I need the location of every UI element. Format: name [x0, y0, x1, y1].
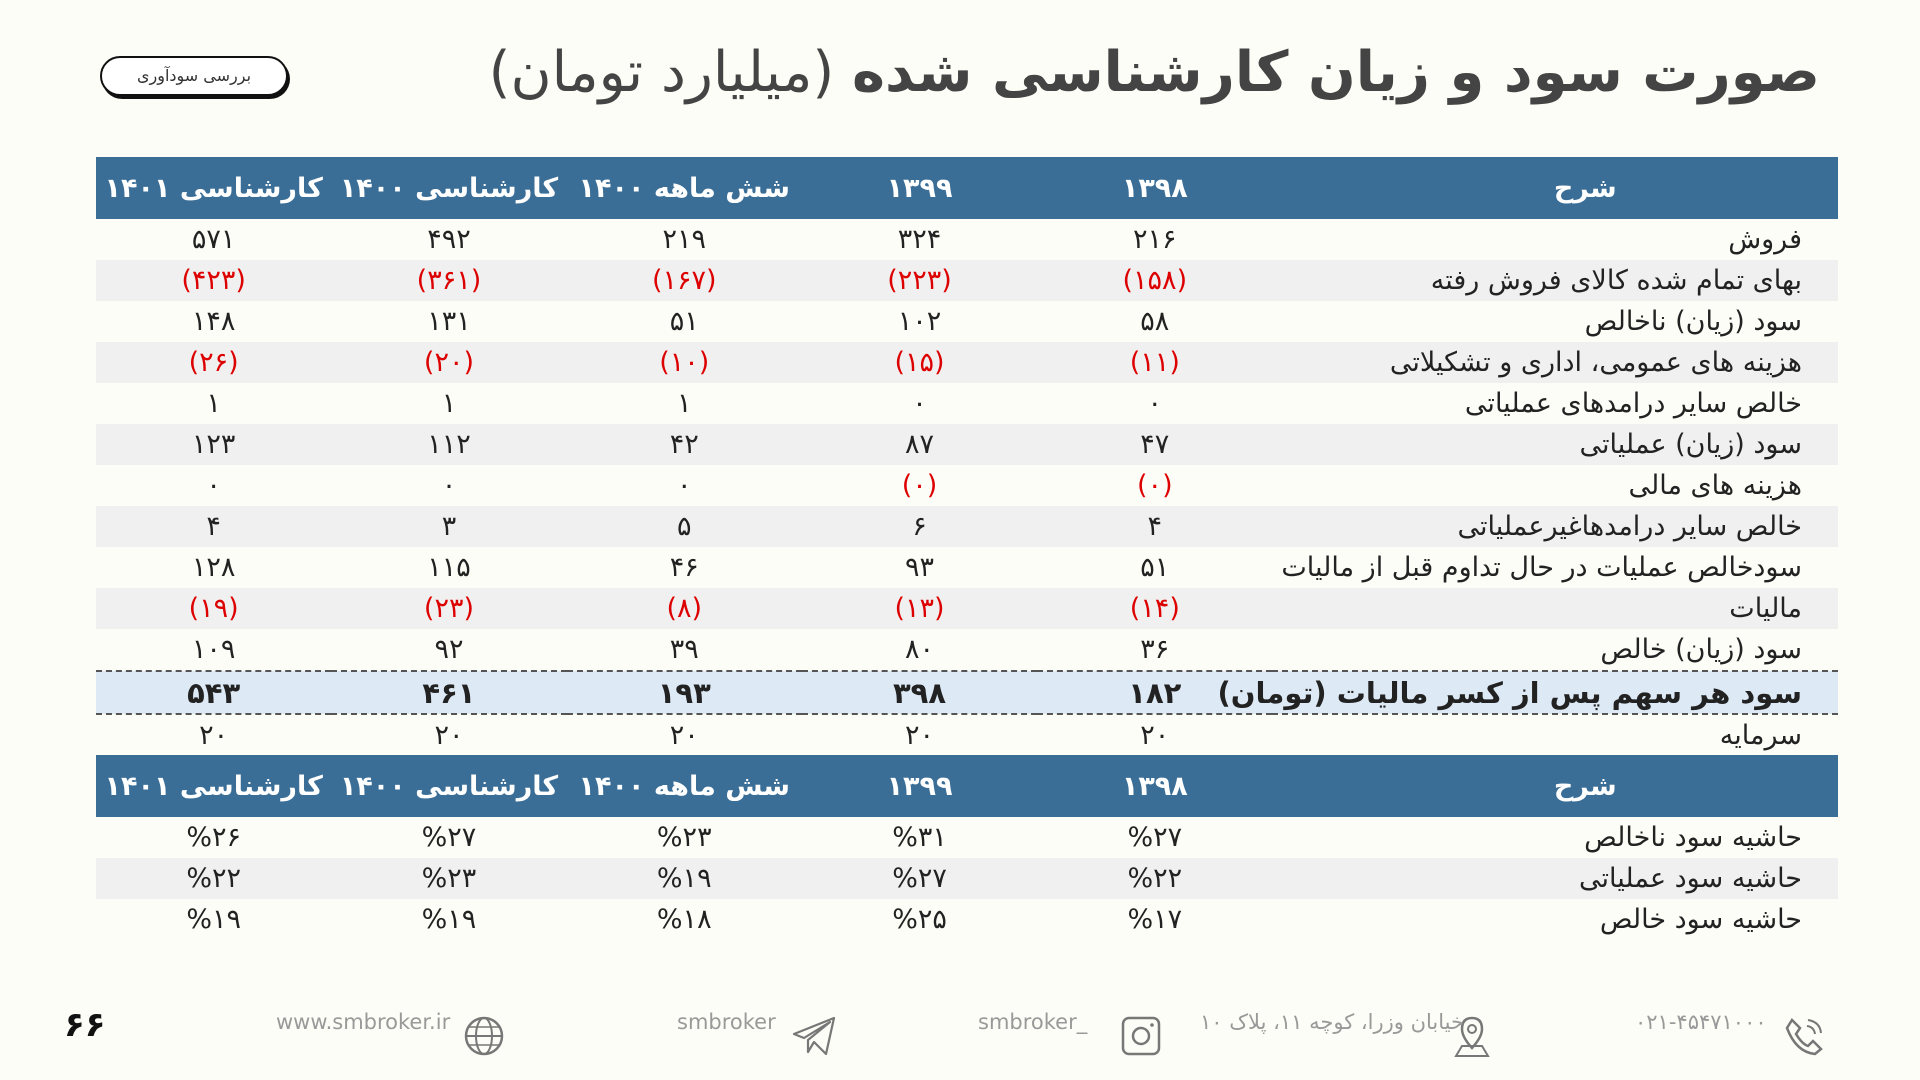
cell-value: (۸)	[567, 588, 802, 629]
cell-value: %۱۹	[567, 858, 802, 899]
table-row	[96, 465, 1838, 506]
instagram-icon	[1117, 1012, 1165, 1060]
cell-value: ۴۹۲	[427, 224, 471, 255]
cell-value: ۲۰	[1140, 720, 1170, 751]
cell-value: ۶	[802, 506, 1037, 547]
cell-value: (۰)	[1137, 470, 1173, 501]
column-header: کارشناسی ۱۴۰۰	[331, 755, 566, 817]
cell-value: (۱۰)	[567, 342, 802, 383]
cell-value: %۲۷	[421, 822, 477, 853]
column-header: کارشناسی ۱۴۰۱	[96, 157, 331, 219]
address-text: خیابان وزرا، کوچه ۱۱، پلاک ۱۰	[1200, 1010, 1464, 1034]
title-unit: (میلیارد تومان)	[488, 40, 852, 105]
table-row	[96, 506, 1838, 547]
row-label: هزینه های عمومی، اداری و تشکیلاتی	[1272, 342, 1838, 383]
cell-value: (۱۵۸)	[1037, 260, 1272, 301]
cell-value: ۲۱۶	[1133, 224, 1177, 255]
cell-value: ۱۸۲	[1037, 671, 1272, 714]
cell-value: ۵۱	[669, 306, 699, 337]
website-link[interactable]: www.smbroker.ir	[276, 1010, 451, 1034]
table-row	[96, 260, 1838, 301]
cell-value: ۵۴۳	[96, 671, 331, 714]
cell-value: ۹۳	[905, 552, 935, 583]
table-row	[96, 547, 1838, 588]
cell-value: ۱	[676, 388, 692, 419]
row-label: مالیات	[1272, 588, 1838, 629]
cell-value: ۵	[567, 506, 802, 547]
cell-value: ۳	[331, 506, 566, 547]
row-label: خالص سایر درامدهای عملیاتی	[1464, 388, 1802, 419]
cell-value: ۱۲۳	[96, 424, 331, 465]
phone-icon	[1780, 1012, 1828, 1060]
cell-value: (۱۵)	[802, 342, 1037, 383]
cell-value: (۰)	[901, 470, 938, 501]
cell-value: ۲۰	[905, 720, 935, 751]
cell-value: ۲۱۹	[662, 224, 706, 255]
column-header: ۱۳۹۸	[1037, 157, 1272, 219]
cell-value: %۲۲	[1037, 858, 1272, 899]
cell-value: ۱۱۲	[331, 424, 566, 465]
cell-value: ۱۳۱	[427, 306, 471, 337]
column-header: کارشناسی ۱۴۰۱	[96, 755, 331, 817]
cell-value: ۲۰	[434, 720, 464, 751]
cell-value: %۱۷	[1127, 904, 1183, 935]
cell-value: ۵۸	[1140, 306, 1170, 337]
table-header-row	[96, 755, 1838, 817]
cell-value: ۳۹	[669, 634, 699, 665]
column-header: شش ماهه ۱۴۰۰	[567, 755, 802, 817]
telegram-icon	[790, 1012, 838, 1060]
column-header: ۱۳۹۸	[1037, 755, 1272, 817]
table-row	[96, 424, 1838, 465]
cell-value: ۱۱۵	[427, 552, 471, 583]
row-label: بهای تمام شده کالای فروش رفته	[1272, 260, 1838, 301]
cell-value: (۲۰)	[331, 342, 566, 383]
cell-value: %۳۱	[892, 822, 947, 853]
cell-value: %۱۹	[421, 904, 477, 935]
cell-value: ۸۷	[802, 424, 1037, 465]
profit-margin-table	[96, 755, 1838, 940]
table-row	[96, 671, 1838, 714]
cell-value: (۱۶۷)	[567, 260, 802, 301]
cell-value: ۰	[441, 470, 457, 501]
cell-value: %۲۲	[96, 858, 331, 899]
cell-value: %۲۷	[802, 858, 1037, 899]
column-header: شرح	[1272, 755, 1838, 817]
row-label: سود (زیان) عملیاتی	[1272, 424, 1838, 465]
row-label: سودخالص عملیات در حال تداوم قبل از مالیات	[1281, 552, 1802, 583]
globe-icon	[460, 1012, 508, 1060]
cell-value: ۳۲۴	[897, 224, 942, 255]
telegram-handle-link[interactable]: smbroker	[677, 1010, 776, 1034]
cell-value: (۲۲۳)	[802, 260, 1037, 301]
cell-value: ۱	[441, 388, 457, 419]
row-label: حاشیه سود ناخالص	[1584, 822, 1802, 853]
instagram-handle-link[interactable]: smbroker_	[978, 1010, 1088, 1034]
cell-value: %۱۹	[186, 904, 241, 935]
row-label: هزینه های مالی	[1628, 470, 1802, 501]
cell-value: (۳۶۱)	[331, 260, 566, 301]
cell-value: ۰	[1147, 388, 1163, 419]
row-label: سود (زیان) خالص	[1600, 634, 1802, 665]
cell-value: ۴۶۱	[331, 671, 566, 714]
column-header: ۱۳۹۹	[802, 755, 1037, 817]
table-row	[96, 899, 1838, 940]
cell-value: ۹۲	[434, 634, 464, 665]
cell-value: ۰	[912, 388, 927, 419]
cell-value: %۲۵	[892, 904, 947, 935]
cell-value: (۱۳)	[802, 588, 1037, 629]
table-row	[96, 817, 1838, 858]
page-number: ۶۶	[64, 1005, 106, 1045]
cell-value: %۱۸	[656, 904, 712, 935]
table-row	[96, 219, 1838, 260]
cell-value: %۲۶	[186, 822, 241, 853]
row-label: سود هر سهم پس از کسر مالیات (تومان)	[1272, 671, 1838, 714]
column-header: ۱۳۹۹	[802, 157, 1037, 219]
column-header: شرح	[1272, 157, 1838, 219]
cell-value: (۱۹)	[96, 588, 331, 629]
cell-value: %۲۷	[1127, 822, 1183, 853]
row-label: حاشیه سود خالص	[1599, 904, 1802, 935]
table-row	[96, 858, 1838, 899]
row-label: خالص سایر درامدهاغیرعملیاتی	[1272, 506, 1838, 547]
cell-value: ۵۱	[1140, 552, 1170, 583]
cell-value: ۴۲	[567, 424, 802, 465]
cell-value: ۴	[96, 506, 331, 547]
cell-value: ۰	[206, 470, 221, 501]
cell-value: ۱۴۸	[191, 306, 236, 337]
cell-value: ۱۹۳	[567, 671, 802, 714]
table-row	[96, 714, 1838, 756]
column-header: کارشناسی ۱۴۰۰	[331, 157, 566, 219]
income-statement-table	[96, 157, 1838, 756]
cell-value: (۲۶)	[96, 342, 331, 383]
cell-value: %۲۳	[656, 822, 712, 853]
page-title	[488, 40, 1820, 105]
cell-value: ۲۰	[199, 720, 229, 751]
row-label: سرمایه	[1719, 720, 1802, 751]
profitability-review-button[interactable]: بررسی سودآوری	[100, 56, 288, 96]
cell-value: (۲۳)	[331, 588, 566, 629]
table-row	[96, 342, 1838, 383]
cell-value: (۱۴)	[1037, 588, 1272, 629]
cell-value: ۳۶	[1140, 634, 1170, 665]
cell-value: ۱	[206, 388, 221, 419]
cell-value: ۴	[1037, 506, 1272, 547]
cell-value: ۵۷۱	[191, 224, 236, 255]
column-header: شش ماهه ۱۴۰۰	[567, 157, 802, 219]
cell-value: ۰	[676, 470, 692, 501]
cell-value: (۱۱)	[1037, 342, 1272, 383]
cell-value: ۸۰	[905, 634, 935, 665]
cell-value: ۴۷	[1037, 424, 1272, 465]
table-row	[96, 629, 1838, 671]
cell-value: ۱۲۸	[191, 552, 236, 583]
cell-value: ۳۹۸	[802, 671, 1037, 714]
table-header-row	[96, 157, 1838, 219]
row-label: فروش	[1728, 224, 1802, 255]
cell-value: ۱۰۲	[897, 306, 942, 337]
row-label: سود (زیان) ناخالص	[1584, 306, 1802, 337]
phone-number: ۰۲۱-۴۵۴۷۱۰۰۰	[1635, 1010, 1767, 1034]
table-row	[96, 301, 1838, 342]
cell-value: ۲۰	[669, 720, 699, 751]
cell-value: ۴۶	[669, 552, 699, 583]
row-label: حاشیه سود عملیاتی	[1272, 858, 1838, 899]
table-row	[96, 383, 1838, 424]
table-row	[96, 588, 1838, 629]
cell-value: %۲۳	[331, 858, 566, 899]
cell-value: ۱۰۹	[191, 634, 236, 665]
title-main: صورت سود و زیان کارشناسی شده	[851, 40, 1820, 105]
cell-value: (۴۲۳)	[96, 260, 331, 301]
